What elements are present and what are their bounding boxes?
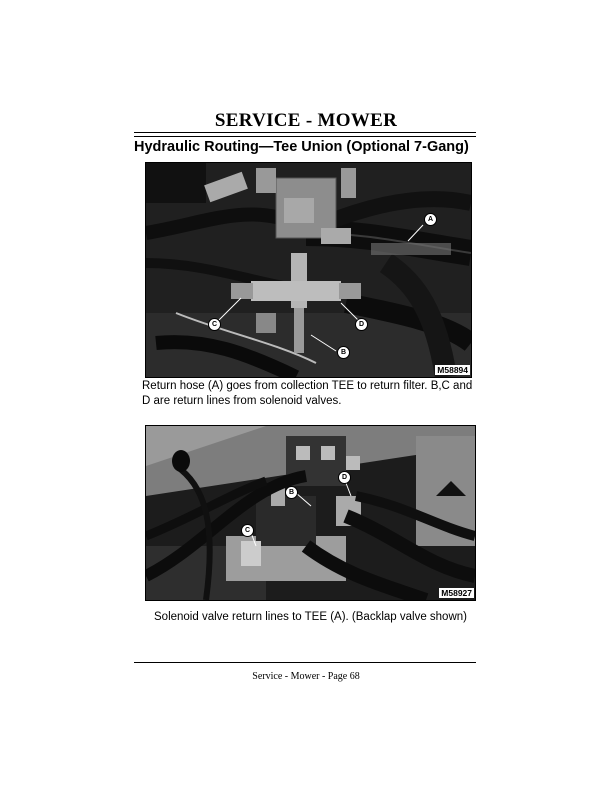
solenoid-valve-photo — [145, 425, 476, 601]
hydraulic-tee-photo — [145, 162, 472, 378]
title-divider — [134, 132, 476, 137]
callout-b: B — [337, 346, 350, 359]
callout-d: D — [338, 471, 351, 484]
callout-b: B — [285, 486, 298, 499]
page-footer: Service - Mower - Page 68 — [252, 671, 360, 682]
figure-code: M58927 — [441, 588, 472, 598]
callout-c: C — [208, 318, 221, 331]
page-title: SERVICE - MOWER — [214, 110, 398, 131]
callout-c: C — [241, 524, 254, 537]
figure-caption: Solenoid valve return lines to TEE (A). (Backlap valve shown) — [154, 611, 467, 623]
figure-code: M58894 — [437, 365, 468, 375]
footer-divider — [134, 662, 476, 663]
callout-a: A — [424, 213, 437, 226]
callout-d: D — [355, 318, 368, 331]
section-heading: Hydraulic Routing—Tee Union (Optional 7-Gang) — [134, 139, 469, 155]
figure-caption: Return hose (A) goes from collection TEE to return filter. B,C and D are return lines from solenoid valves. — [142, 380, 473, 407]
